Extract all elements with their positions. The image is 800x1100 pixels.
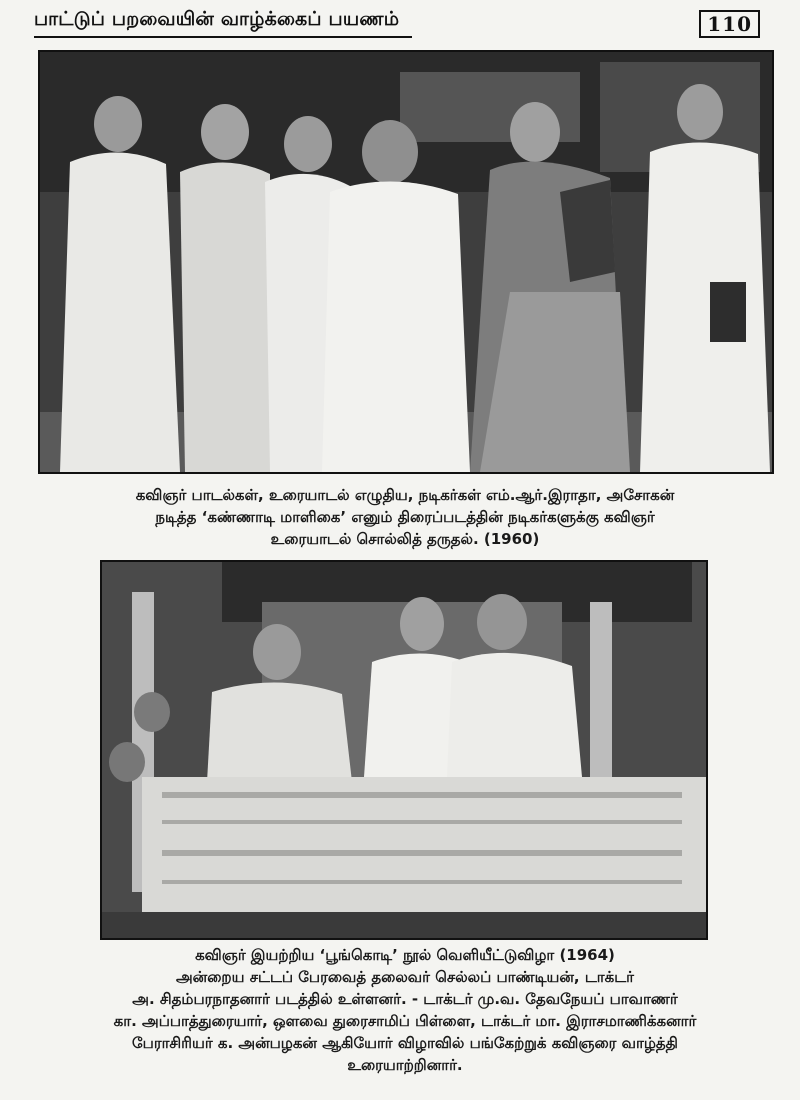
photo-film-actors-group [38, 50, 774, 474]
photo-caption-1 [40, 484, 770, 550]
photo-film-actors-illustration [40, 52, 772, 472]
header-underline [34, 36, 412, 38]
photo-caption-2 [60, 944, 750, 1076]
caption-line: உரையாற்றினார். [347, 1056, 463, 1074]
caption-line: அன்றைய சட்டப் பேரவைத் தலைவர் செல்லப் பாண்டியன், டாக்டர் [176, 968, 634, 986]
photo-book-release-function [100, 560, 708, 940]
caption-line: பேராசிரியர் க. அன்பழகன் ஆகியோர் விழாவில் பங்கேற்றுக் கவிஞரை வாழ்த்தி [132, 1034, 678, 1052]
caption-line: அ. சிதம்பரநாதனார் படத்தில் உள்ளனர். - டாக்டர் மு.வ. தேவநேயப் பாவாணர் [132, 990, 678, 1008]
caption-line: நடித்த ‘கண்ணாடி மாளிகை’ எனும் திரைப்படத்தின் நடிகர்களுக்கு கவிஞர் [155, 508, 655, 526]
caption-line: கவிஞர் பாடல்கள், உரையாடல் எழுதிய, நடிகர்கள் எம்.ஆர்.இராதா, அசோகன் [135, 486, 675, 504]
caption-line: உரையாடல் சொல்லித் தருதல். (1960) [270, 530, 540, 548]
caption-line: கா. அப்பாத்துரையார், ஒளவை துரைசாமிப் பிள்ளை, டாக்டர் மா. இராசமாணிக்கனார் [113, 1012, 697, 1030]
page-number: 110 [699, 10, 760, 38]
page-header-title: பாட்டுப் பறவையின் வாழ்க்கைப் பயணம் [34, 8, 400, 30]
photo-book-release-illustration [102, 562, 706, 938]
caption-line: கவிஞர் இயற்றிய ‘பூங்கொடி’ நூல் வெளியீட்டுவிழா (1964) [195, 946, 615, 964]
